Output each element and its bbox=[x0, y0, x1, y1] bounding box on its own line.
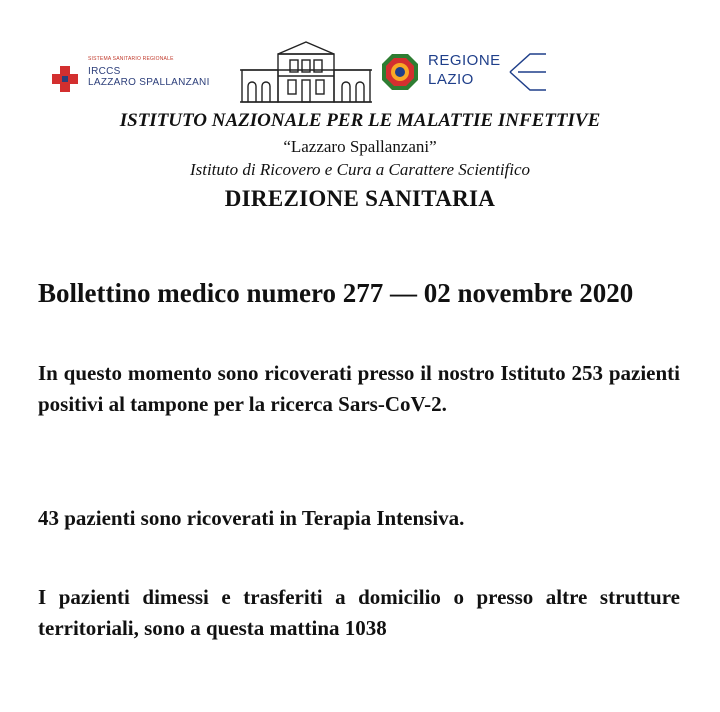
institute-subtitle: Istituto di Ricovero e Cura a Carattere Scientifico bbox=[189, 160, 531, 179]
irccs-network-label: SISTEMA SANITARIO REGIONALE bbox=[88, 56, 174, 62]
regione-chevron-icon bbox=[508, 50, 548, 94]
irccs-label: IRCCS bbox=[88, 66, 121, 77]
spallanzani-label: LAZZARO SPALLANZANI bbox=[88, 77, 210, 88]
irccs-spallanzani-logo bbox=[50, 56, 230, 92]
medical-cross-icon bbox=[50, 64, 80, 94]
regione-label: REGIONE bbox=[428, 52, 501, 69]
institute-building-icon bbox=[238, 40, 374, 104]
bulletin-paragraph-hospitalized: In questo momento sono ricoverati presso il nostro Istituto 253 pazienti positivi al tampone per la ricerca Sars-CoV-2. bbox=[38, 361, 680, 416]
lazio-label: LAZIO bbox=[428, 71, 474, 88]
bulletin-paragraph-discharged: I pazienti dimessi e trasferiti a domicilio o presso altre strutture territoriali, sono a questa mattina 1038 bbox=[38, 585, 680, 640]
regione-lazio-logo bbox=[380, 48, 550, 98]
institute-name: “Lazzaro Spallanzani” bbox=[283, 137, 437, 156]
logo-bar bbox=[0, 38, 720, 108]
institute-title: ISTITUTO NAZIONALE PER LE MALATTIE INFETTIVE bbox=[119, 110, 601, 131]
bulletin-title: Bollettino medico numero 277 — 02 novembre 2020 bbox=[38, 278, 634, 308]
bulletin-paragraph-intensive-care: 43 pazienti sono ricoverati in Terapia Intensiva. bbox=[38, 506, 465, 530]
department-title: DIREZIONE SANITARIA bbox=[224, 186, 496, 211]
regione-lazio-emblem-icon bbox=[380, 52, 420, 92]
